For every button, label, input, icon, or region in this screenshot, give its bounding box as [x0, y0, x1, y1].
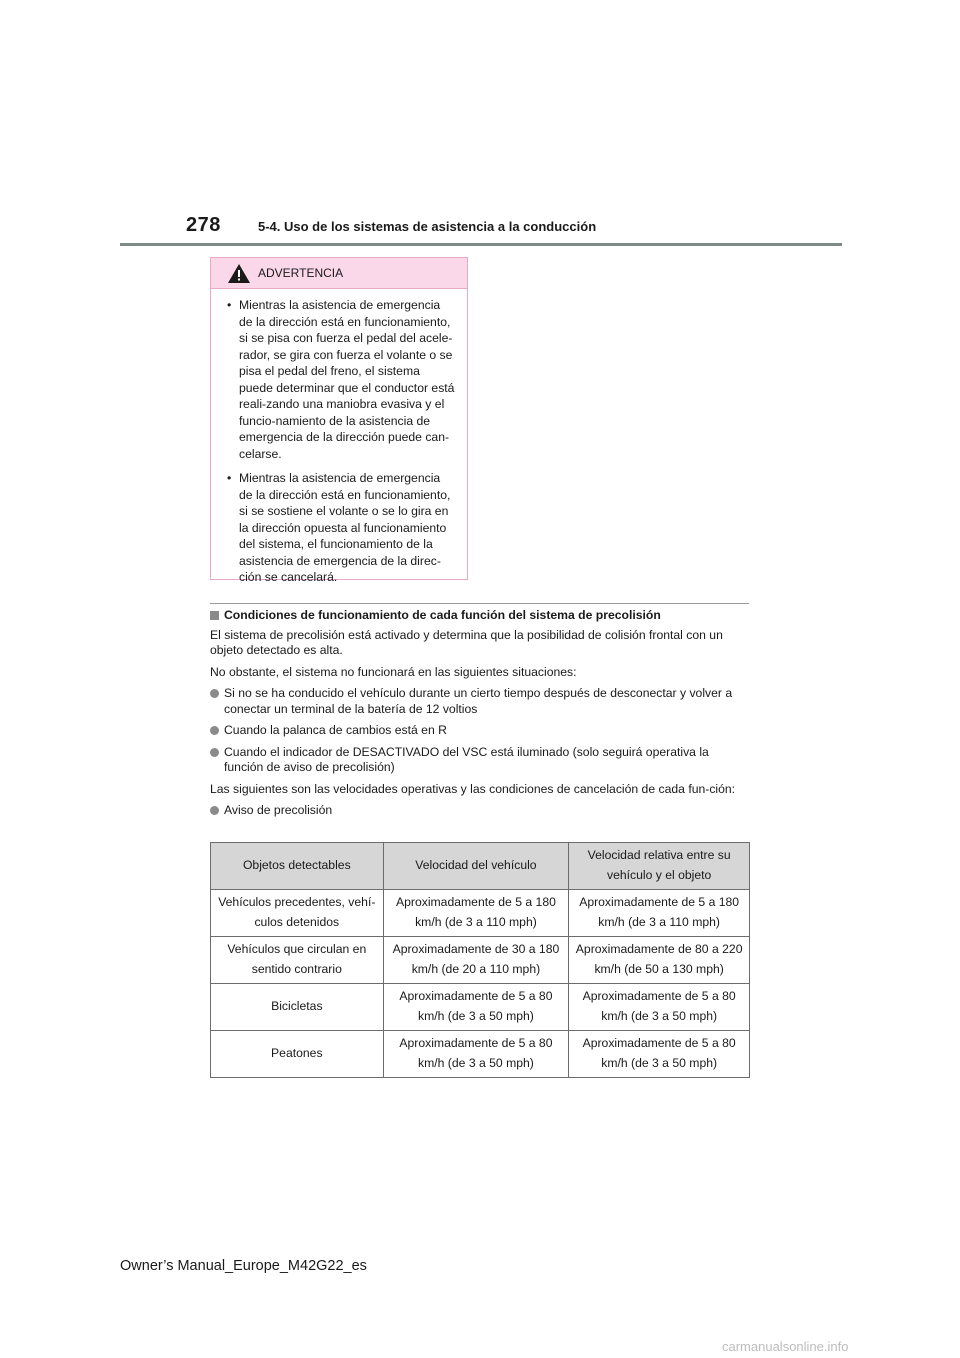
table-cell: Aproximadamente de 30 a 180 km/h (de 20 a 110 mph) [383, 937, 569, 984]
subheading-text: Condiciones de funcionamiento de cada función del sistema de precolisión [224, 608, 661, 622]
watermark: carmanualsonline.info [722, 1339, 849, 1354]
table-cell: Aproximadamente de 5 a 80 km/h (de 3 a 50 mph) [383, 984, 569, 1031]
warning-header [211, 258, 467, 289]
circle-bullet-icon [210, 806, 219, 815]
circle-bullet-icon [210, 726, 219, 735]
circle-bullet-icon [210, 689, 219, 698]
function-label: Aviso de precolisión [224, 803, 333, 817]
table-cell: Aproximadamente de 5 a 80 km/h (de 3 a 50 mph) [569, 1031, 750, 1078]
square-bullet-icon [210, 611, 219, 620]
condition-item [210, 745, 750, 776]
function-item [210, 803, 750, 819]
warning-title: ADVERTENCIA [258, 266, 344, 280]
table-cell: Aproximadamente de 5 a 80 km/h (de 3 a 50 mph) [569, 984, 750, 1031]
table-cell: Peatones [211, 1031, 384, 1078]
table-cell: Vehículos que circulan en sentido contrario [211, 937, 384, 984]
manual-id: Owner’s Manual_Europe_M42G22_es [120, 1258, 367, 1274]
circle-bullet-icon [210, 748, 219, 757]
condition-text: Cuando la palanca de cambios está en R [224, 723, 447, 737]
content-section [210, 608, 750, 825]
warning-item: • Mientras la asistencia de emergencia de la dirección está en funcionamiento, si se sostiene el volante o se lo gira en la dirección opuesta al funcionamiento del sistema, el funcionamiento de la asistencia de emergencia de la direc-ción se cancelará. [227, 470, 457, 586]
warning-item: • Mientras la asistencia de emergencia de la dirección está en funcionamiento, si se pisa con fuerza el pedal del acele-rador, se gira con fuerza el volante o se pisa el pedal del freno, el sistema puede determinar que el conductor está reali-zando una maniobra evasiva y el funcio-namiento de la asistencia de emergencia de la dirección puede can-celarse. [227, 297, 457, 462]
speed-table [210, 842, 750, 1078]
table-cell: Aproximadamente de 5 a 80 km/h (de 3 a 50 mph) [383, 1031, 569, 1078]
paragraph: Las siguientes son las velocidades operativas y las condiciones de cancelación de cada fun-ción: [210, 781, 736, 796]
table-cell: Aproximadamente de 5 a 180 km/h (de 3 a 110 mph) [569, 890, 750, 937]
warning-list [211, 289, 467, 586]
condition-text: Si no se ha conducido el vehículo durante un cierto tiempo después de desconectar y volver a conectar un terminal de la batería de 12 voltios [224, 686, 733, 716]
content-rule [210, 603, 749, 604]
column-header: Velocidad del vehículo [383, 843, 569, 890]
condition-item [210, 686, 750, 717]
column-header: Velocidad relativa entre su vehículo y el objeto [569, 843, 750, 890]
table-cell: Aproximadamente de 5 a 180 km/h (de 3 a 110 mph) [383, 890, 569, 937]
warning-box [210, 257, 468, 584]
condition-text: Cuando el indicador de DESACTIVADO del VSC está iluminado (solo seguirá operativa la función de aviso de precolisión) [224, 744, 709, 774]
table-cell: Bicicletas [211, 984, 384, 1031]
header-rule [120, 243, 842, 246]
condition-item [210, 723, 750, 739]
warning-triangle-icon [227, 263, 251, 284]
table-cell: Aproximadamente de 80 a 220 km/h (de 50 a 130 mph) [569, 937, 750, 984]
table-row [211, 984, 750, 1031]
column-header: Objetos detectables [211, 843, 384, 890]
table-header-row [211, 843, 750, 890]
paragraph: El sistema de precolisión está activado y determina que la posibilidad de colisión frontal con un objeto detectado es alta. [210, 627, 723, 657]
section-title: 5-4. Uso de los sistemas de asistencia a la conducción [258, 219, 597, 234]
subheading [210, 608, 750, 624]
table-cell: Vehículos precedentes, vehí-culos detenidos [211, 890, 384, 937]
table-row [211, 890, 750, 937]
table-row [211, 937, 750, 984]
page-number: 278 [186, 214, 221, 236]
table-row [211, 1031, 750, 1078]
paragraph: No obstante, el sistema no funcionará en las siguientes situaciones: [210, 664, 577, 679]
